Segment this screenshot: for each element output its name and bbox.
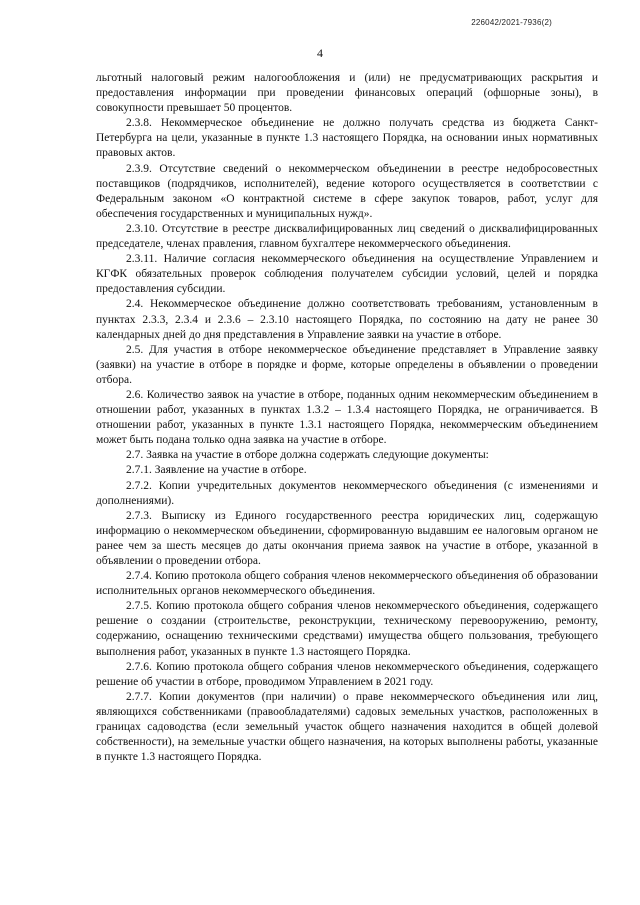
- paragraph-2-7: 2.7. Заявка на участие в отборе должна содержать следующие документы:: [126, 449, 489, 462]
- document-body: [96, 71, 598, 765]
- paragraph-2-7-5: 2.7.5. Копию протокола общего собрания членов некоммерческого объединения, содержащего решение о создании (строительстве, реконструкции, техническому перевооружению, ремонту, содержанию, оснащению техническими средствами) имущества общего пользования, требующего выполнения работ, указанных в пункте 1.3 настоящего Порядка.: [96, 600, 598, 658]
- paragraph-continuation: льготный налоговый режим налогообложения и (или) не предусматривающих раскрытия и предоставления информации при проведении финансовых операций (офшорные зоны), в совокупности превышает 50 процентов.: [96, 72, 598, 115]
- paragraph-2-7-3: 2.7.3. Выписку из Единого государственного реестра юридических лиц, содержащую информацию о некоммерческом объединении, сформированную выдавшим ее налоговым органом не ранее чем за шесть месяцев до даты окончания приема заявок на участие в отборе, указанной в объявлении о проведении отбора.: [96, 509, 598, 567]
- paragraph-2-6: 2.6. Количество заявок на участие в отборе, поданных одним некоммерческим объединением в отношении работ, указанных в пунктах 1.3.2 – 1.3.4 настоящего Порядка, не ограничивается. В отношении работ, указанных в пункте 1.3.1 настоящего Порядка, некоммерческим объединением может быть подана только одна заявка на участие в отборе.: [96, 388, 598, 447]
- paragraph-2-3-11: 2.3.11. Наличие согласия некоммерческого объединения на осуществление Управлением и КГФК обязательных проверок соблюдения получателем субсидии условий, целей и порядка предоставления субсидии.: [96, 253, 598, 296]
- paragraph-2-4: 2.4. Некоммерческое объединение должно соответствовать требованиям, установленным в пунктах 2.3.3, 2.3.4 и 2.3.6 – 2.3.10 настоящего Порядка, по состоянию на дату не ранее 30 календарных дней до дня представления в Управление заявки на участие в отборе.: [96, 298, 598, 341]
- paragraph-2-7-7: 2.7.7. Копии документов (при наличии) о праве некоммерческого объединения или лиц, являющихся собственниками (правообладателями) садовых земельных участков, расположенных в границах садоводства (если земельный участок общего назначения находится в общей долевой собственности), на земельные участки общего назначения, на которых выполнены работы, указанные в пункте 1.3 настоящего Порядка.: [96, 690, 598, 764]
- paragraph-2-3-10: 2.3.10. Отсутствие в реестре дисквалифицированных лиц сведений о дисквалифицированных председателе, членах правления, главном бухгалтере некоммерческого объединения.: [96, 222, 598, 251]
- paragraph-2-5: 2.5. Для участия в отборе некоммерческое объединение представляет в Управление заявку (заявки) на участие в отборе в порядке и форме, которые определены в объявлении о проведении отбора.: [96, 343, 598, 386]
- paragraph-2-7-4: 2.7.4. Копию протокола общего собрания членов некоммерческого объединения об образовании исполнительных органов некоммерческого объединения.: [96, 570, 598, 598]
- paragraph-2-3-8: 2.3.8. Некоммерческое объединение не должно получать средства из бюджета Санкт-Петербурга на цели, указанные в пункте 1.3 настоящего Порядка, на основании иных нормативных правовых актов.: [96, 117, 598, 160]
- paragraph-2-3-9: 2.3.9. Отсутствие сведений о некоммерческом объединении в реестре недобросовестных поставщиков (подрядчиков, исполнителей), ведение которого осуществляется в соответствии с Федеральным законом «О контрактной системе в сфере закупок товаров, работ, услуг для обеспечения государственных и муниципальных нужд».: [96, 162, 598, 220]
- paragraph-2-7-2: 2.7.2. Копии учредительных документов некоммерческого объединения (с изменениями и дополнениями).: [96, 479, 598, 507]
- paragraph-2-7-1: 2.7.1. Заявление на участие в отборе.: [126, 464, 307, 477]
- document-registration-number: 226042/2021-7936(2): [471, 18, 552, 27]
- paragraph-2-7-6: 2.7.6. Копию протокола общего собрания членов некоммерческого объединения, содержащего решение об участии в отборе, проводимом Управлением в 2021 году.: [96, 660, 598, 688]
- page-number: 4: [317, 46, 323, 60]
